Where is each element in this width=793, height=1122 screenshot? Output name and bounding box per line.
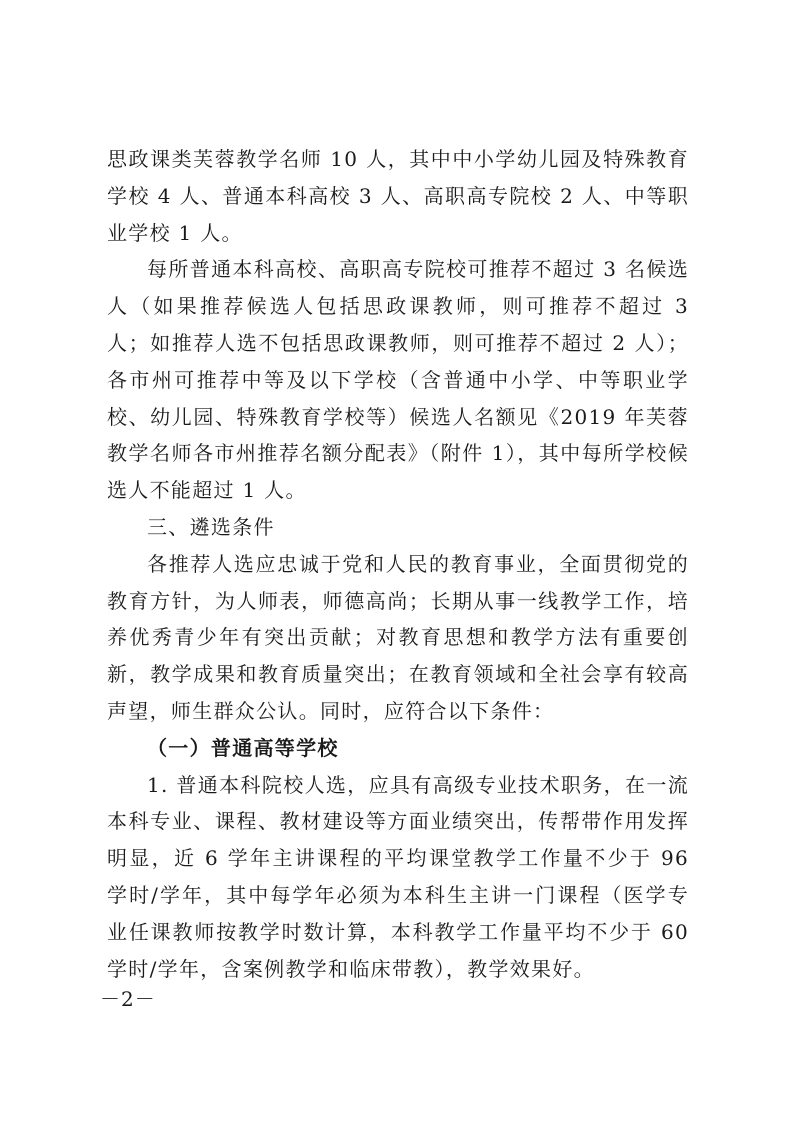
section-heading-selection-criteria: 三、遴选条件 xyxy=(147,514,275,539)
document-body xyxy=(107,141,689,987)
subsection-heading-higher-education: （一）普通高等学校 xyxy=(147,735,339,760)
page-number: －2－ xyxy=(100,987,156,1011)
paragraph-undergraduate-criteria: 1. 普通本科院校人选，应具有高级专业技术职务，在一流本科专业、课程、教材建设等方面业绩突出，传帮带作用发挥明显，近 6 学年主讲课程的平均课堂教学工作量不少于 96 学时/学年，其中每学年必须为本科生主讲一门课程（医学专业任课教师按教学时数计算，本科教学工作量平均不少于 60 学时/学年，含案例教学和临床带教），教学效果好。 xyxy=(107,772,689,981)
paragraph-quota-summary: 思政课类芙蓉教学名师 10 人，其中中小学幼儿园及特殊教育学校 4 人、普通本科高校 3 人、高职高专院校 2 人、中等职业学校 1 人。 xyxy=(107,147,689,245)
paragraph-general-criteria: 各推荐人选应忠诚于党和人民的教育事业，全面贯彻党的教育方针，为人师表，师德高尚；长期从事一线教学工作，培养优秀青少年有突出贡献；对教育思想和教学方法有重要创新，教学成果和教育质量突出；在教育领域和全社会享有较高声望，师生群众公认。同时，应符合以下条件： xyxy=(107,551,689,723)
paragraph-recommendation-rules: 每所普通本科高校、高职高专院校可推荐不超过 3 名候选人（如果推荐候选人包括思政课教师，则可推荐不超过 3 人；如推荐人选不包括思政课教师，则可推荐不超过 2 人）；各市州可推荐中等及以下学校（含普通中小学、中等职业学校、幼儿园、特殊教育学校等）候选人名额见《2019 年芙蓉教学名师各市州推荐名额分配表》（附件 1），其中每所学校候选人不能超过 1 人。 xyxy=(107,257,689,503)
